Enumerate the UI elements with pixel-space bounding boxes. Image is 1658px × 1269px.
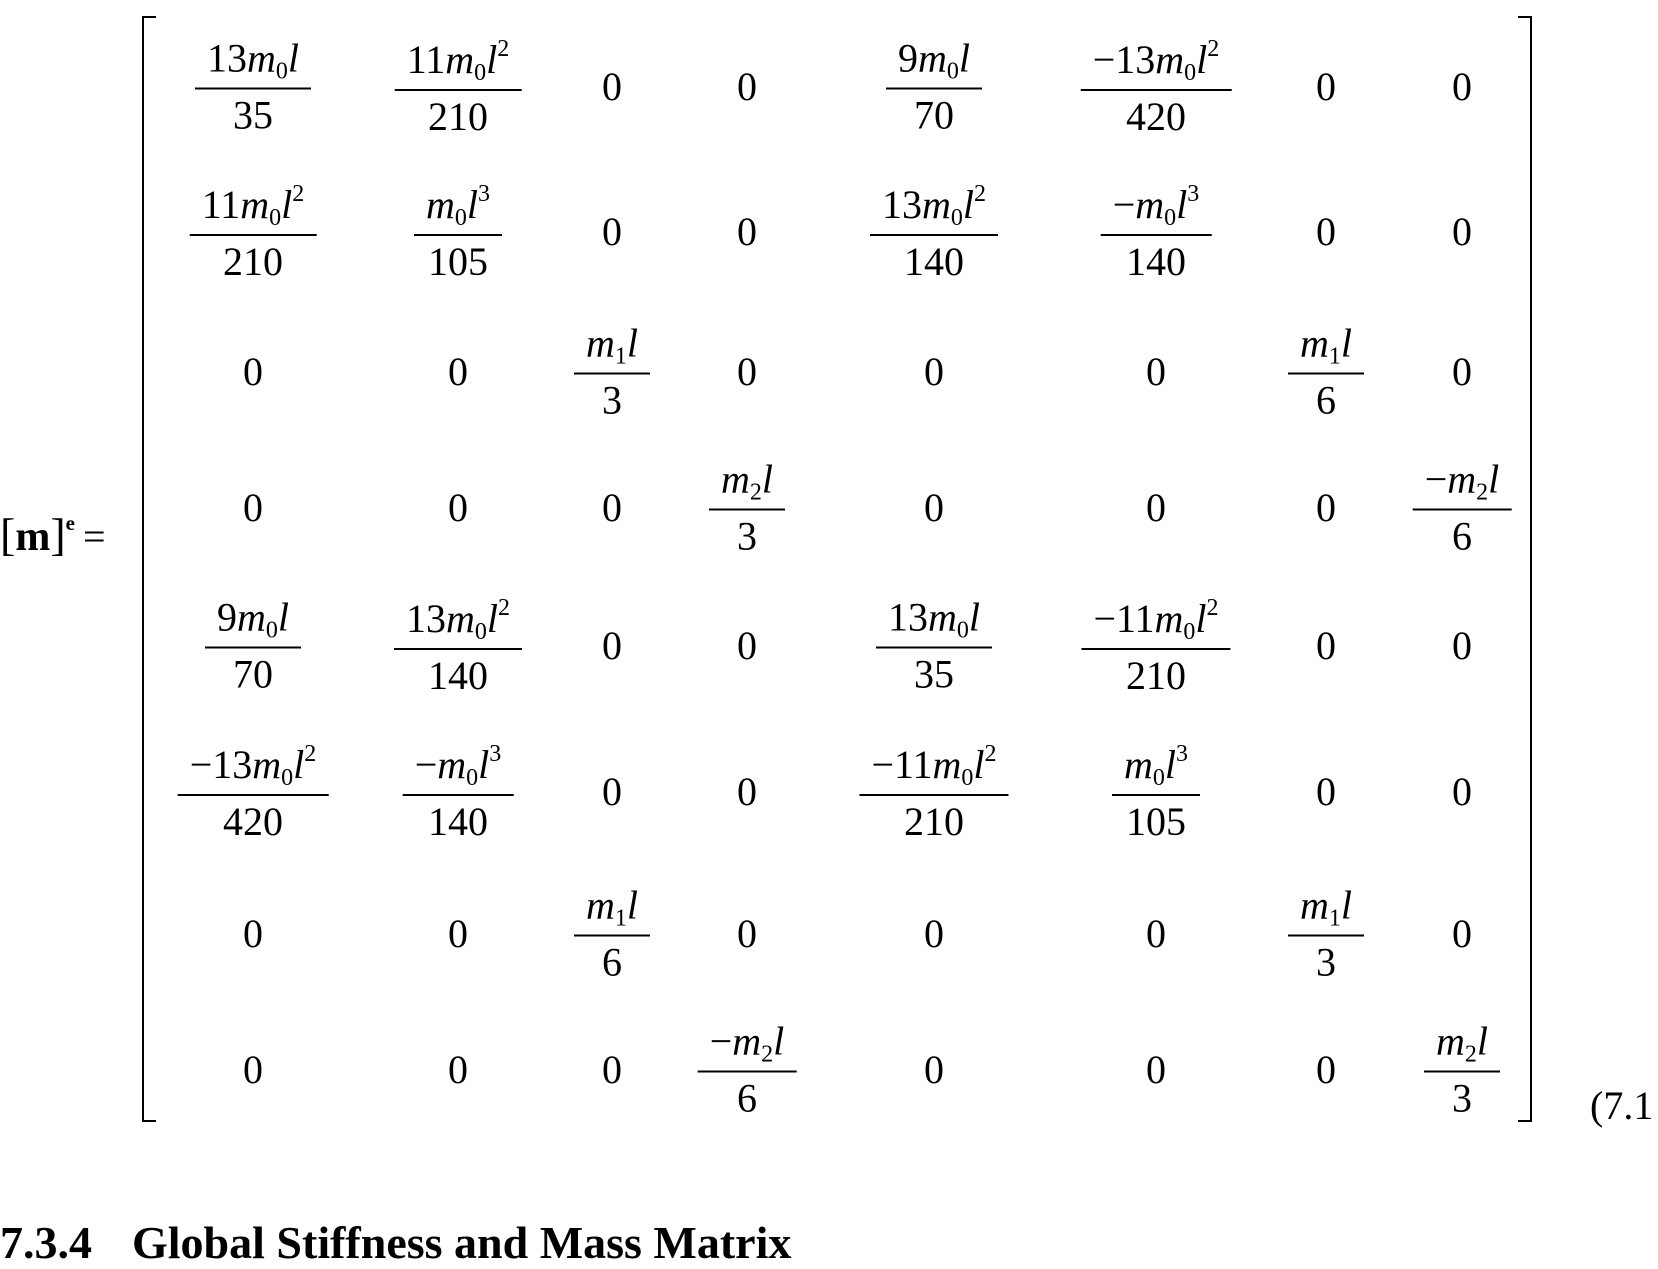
zero-value: 0 [1452,623,1472,668]
zero-value: 0 [1452,911,1472,956]
numerator-term: m [445,37,475,82]
subscript: 0 [1184,60,1197,86]
exponent: 3 [1187,181,1200,207]
matrix-entry-r6-c1 [178,742,329,842]
fraction-denominator: 140 [427,799,488,844]
numerator-term: 9 [216,594,237,640]
matrix-entry-r7-c4 [737,911,757,956]
matrix-entry-r3-c4 [737,349,757,394]
zero-value: 0 [1452,769,1472,814]
fraction-denominator: 6 [736,1075,757,1121]
numerator-term: m [1123,742,1153,787]
lhs-open-bracket: [ [0,509,16,560]
fraction [859,742,1008,842]
fraction [574,320,650,423]
matrix-entry-r3-c6 [1146,349,1166,394]
matrix-entry-r1-c6 [1081,37,1232,137]
fraction [178,742,329,842]
matrix-entry-r6-c2 [403,742,514,842]
matrix-entry-r5-c4 [737,623,757,668]
fraction-numerator [698,1018,797,1071]
numerator-term: l [968,594,981,640]
fraction-denominator: 3 [1315,939,1336,985]
fraction-denominator: 210 [904,799,964,844]
numerator-term: l [486,37,498,82]
fraction-numerator [1112,742,1200,794]
matrix-entry-r7-c5 [924,911,944,956]
matrix-entry-r6-c3 [602,769,622,814]
subscript: 1 [614,905,627,932]
exponent: 3 [478,181,491,207]
fraction-numerator [190,182,317,234]
fraction-numerator [870,182,998,234]
numerator-term: 13 [206,35,247,81]
zero-value: 0 [1316,623,1336,668]
zero-value: 0 [1452,349,1472,394]
numerator-term: m [1447,456,1477,502]
fraction-denominator: 3 [601,377,622,423]
numerator-term: l [773,1018,785,1064]
numerator-term: l [626,882,639,928]
fraction-numerator [1101,182,1212,234]
fraction-numerator [1413,456,1512,509]
fraction-denominator: 35 [232,92,273,138]
numerator-term: 11 [406,37,446,82]
numerator-term: l [1340,882,1353,928]
numerator-term: − [414,742,438,787]
zero-value: 0 [602,485,622,530]
numerator-term: l [1476,1018,1489,1064]
zero-value: 0 [448,911,468,956]
numerator-term: m [236,594,266,640]
fraction [395,37,522,137]
matrix-entry-r7-c6 [1146,911,1166,956]
fraction-numerator [859,742,1008,794]
fraction-denominator: 6 [601,939,622,985]
subscript: 0 [474,60,487,86]
subscript: 1 [614,343,627,370]
fraction [870,182,998,282]
zero-value: 0 [924,349,944,394]
fraction-numerator [1081,596,1230,648]
numerator-term: l [277,594,290,640]
section-number: 7.3.4 [0,1217,92,1268]
exponent: 2 [292,181,305,207]
matrix-entry-r7-c2 [448,911,468,956]
exponent: 2 [1207,36,1220,62]
numerator-term: l [973,742,985,787]
subscript: 0 [269,205,282,231]
fraction [1288,882,1364,985]
numerator-term: m [917,35,947,81]
matrix-entry-r1-c4 [737,64,757,109]
matrix-entry-r3-c2 [448,349,468,394]
equation-number: (7.1 [1590,1083,1654,1128]
fraction-numerator [1081,37,1232,89]
numerator-term: l [287,35,300,81]
matrix-entry-r2-c7 [1316,209,1336,254]
fraction [1101,182,1212,282]
matrix-entry-r6-c8 [1452,769,1472,814]
zero-value: 0 [1316,209,1336,254]
zero-value: 0 [243,349,263,394]
subscript: 0 [275,58,288,85]
matrix-entry-r1-c1 [195,35,311,138]
exponent: 2 [497,36,510,62]
fraction-numerator [178,742,329,794]
subscript: 0 [281,765,294,791]
fraction [709,456,785,559]
zero-value: 0 [243,1047,263,1092]
matrix-entry-r7-c1 [243,911,263,956]
numerator-term: m [1435,1018,1465,1064]
lhs-symbol: m [15,514,51,560]
fraction-numerator [414,182,502,234]
equals-sign: = [82,514,106,559]
numerator-term: m [425,182,455,227]
matrix-entry-r1-c5 [886,35,982,138]
zero-value: 0 [924,485,944,530]
subscript: 2 [1464,1041,1477,1068]
fraction-denominator: 105 [1125,799,1186,844]
exponent: 3 [1176,741,1189,767]
numerator-term: m [921,182,951,227]
subscript: 2 [749,479,762,506]
exponent: 2 [984,741,997,767]
matrix-entry-r5-c3 [602,623,622,668]
matrix-entry-r1-c2 [395,37,522,137]
exponent: 2 [498,595,511,621]
fraction-numerator [195,35,311,88]
subscript: 1 [1328,905,1341,932]
numerator-term: m [240,182,270,227]
lhs-superscript: e [65,511,75,535]
numerator-term: l [958,35,971,81]
matrix-entry-r1-c3 [602,64,622,109]
matrix-entry-r2-c1 [190,182,317,282]
zero-value: 0 [737,769,757,814]
fraction [886,35,982,138]
fraction-numerator [395,37,522,89]
subscript: 0 [1152,765,1165,791]
numerator-term: l [1488,456,1500,502]
fraction-denominator: 6 [1451,513,1472,559]
numerator-term: −13 [1092,37,1156,82]
fraction-denominator: 140 [427,653,488,698]
matrix-entry-r5-c1 [205,594,301,697]
section-title: Global Stiffness and Mass Matrix [132,1217,792,1268]
zero-value: 0 [924,1047,944,1092]
numerator-term: − [1112,182,1136,227]
fraction [195,35,311,138]
fraction [394,596,522,696]
numerator-term: m [1155,37,1185,82]
numerator-term: m [246,35,276,81]
fraction-numerator [205,594,301,647]
numerator-term: m [1154,596,1184,641]
fraction [1081,37,1232,137]
numerator-term: 11 [201,182,241,227]
fraction-numerator [574,882,650,935]
fraction-numerator [876,594,992,647]
matrix-entry-r4-c6 [1146,485,1166,530]
subscript: 0 [946,58,959,85]
zero-value: 0 [1316,769,1336,814]
zero-value: 0 [602,1047,622,1092]
numerator-term: l [1195,596,1207,641]
matrix-entry-r8-c7 [1316,1047,1336,1092]
fraction [574,882,650,985]
subscript: 2 [1476,479,1489,506]
fraction [1424,1018,1500,1121]
fraction-denominator: 70 [913,92,954,138]
matrix-entry-r2-c3 [602,209,622,254]
fraction-denominator: 3 [1451,1075,1472,1121]
fraction-denominator: 210 [223,239,283,284]
section-heading [0,1216,791,1269]
subscript: 0 [454,205,467,231]
zero-value: 0 [243,485,263,530]
subscript: 0 [474,619,487,645]
numerator-term: m [252,742,282,787]
numerator-term: l [626,320,639,366]
subscript: 0 [956,617,969,644]
numerator-term: l [1176,182,1188,227]
matrix-entry-r6-c4 [737,769,757,814]
matrix-entry-r4-c8 [1413,456,1512,559]
fraction-numerator [1424,1018,1500,1071]
matrix-entry-r3-c8 [1452,349,1472,394]
fraction-numerator [709,456,785,509]
fraction-denominator: 3 [736,513,757,559]
matrix-entry-r5-c8 [1452,623,1472,668]
fraction-numerator [1288,882,1364,935]
lhs-close-bracket: ] [50,509,66,560]
matrix-entry-r7-c3 [574,882,650,985]
fraction-denominator: 420 [1125,94,1186,139]
fraction-denominator: 105 [427,239,488,284]
fraction [1081,596,1230,696]
matrix-entry-r6-c6 [1112,742,1200,842]
subscript: 0 [1183,619,1196,645]
fraction [1413,456,1512,559]
matrix-entry-r2-c6 [1101,182,1212,282]
numerator-term: m [1299,320,1329,366]
matrix-entry-r5-c2 [394,596,522,696]
fraction [190,182,317,282]
zero-value: 0 [602,209,622,254]
fraction [698,1018,797,1121]
zero-value: 0 [1146,349,1166,394]
zero-value: 0 [448,1047,468,1092]
numerator-term: m [445,596,475,641]
fraction [1288,320,1364,423]
zero-value: 0 [1452,209,1472,254]
numerator-term: 13 [881,182,922,227]
zero-value: 0 [1146,1047,1166,1092]
matrix-entry-r5-c5 [876,594,992,697]
subscript: 0 [466,765,479,791]
fraction-denominator: 70 [232,651,273,697]
subscript: 2 [761,1041,774,1068]
numerator-term: −11 [1093,596,1155,641]
numerator-term: l [478,742,490,787]
matrix-entry-r8-c6 [1146,1047,1166,1092]
numerator-term: l [1164,742,1177,787]
numerator-term: l [466,182,479,227]
matrix-entry-r8-c2 [448,1047,468,1092]
matrix-entry-r8-c1 [243,1047,263,1092]
matrix-entry-r1-c8 [1452,64,1472,109]
numerator-term: m [927,594,957,640]
numerator-term: l [962,182,975,227]
numerator-term: l [293,742,305,787]
fraction-denominator: 35 [913,651,954,697]
numerator-term: − [1424,456,1448,502]
matrix-entry-r7-c7 [1288,882,1364,985]
matrix-entry-r2-c8 [1452,209,1472,254]
matrix-entry-r5-c6 [1081,596,1230,696]
matrix-entry-r3-c1 [243,349,263,394]
numerator-term: m [1135,182,1165,227]
fraction [205,594,301,697]
zero-value: 0 [448,485,468,530]
zero-value: 0 [737,209,757,254]
fraction-denominator: 210 [1126,653,1186,698]
zero-value: 0 [1316,1047,1336,1092]
zero-value: 0 [602,64,622,109]
matrix-entry-r4-c5 [924,485,944,530]
matrix-entry-r7-c8 [1452,911,1472,956]
numerator-term: l [761,456,774,502]
numerator-term: m [732,1018,762,1064]
zero-value: 0 [602,769,622,814]
fraction [403,742,514,842]
zero-value: 0 [1452,64,1472,109]
zero-value: 0 [1146,911,1166,956]
fraction-denominator: 420 [222,799,283,844]
matrix-entry-r3-c7 [1288,320,1364,423]
zero-value: 0 [1146,485,1166,530]
zero-value: 0 [737,64,757,109]
subscript: 0 [950,205,963,231]
matrix-entry-r6-c7 [1316,769,1336,814]
matrix-entry-r5-c7 [1316,623,1336,668]
matrix-entry-r2-c4 [737,209,757,254]
exponent: 2 [304,741,317,767]
zero-value: 0 [1316,64,1336,109]
matrix-entry-r4-c7 [1316,485,1336,530]
matrix-entry-r8-c5 [924,1047,944,1092]
fraction-numerator [1288,320,1364,373]
matrix-entry-r8-c8 [1424,1018,1500,1121]
fraction-numerator [403,742,514,794]
zero-value: 0 [737,623,757,668]
matrix-entry-r2-c2 [414,182,502,282]
numerator-term: m [1299,882,1329,928]
fraction-denominator: 140 [1125,239,1186,284]
zero-value: 0 [243,911,263,956]
subscript: 0 [961,765,974,791]
fraction-denominator: 140 [903,239,964,284]
zero-value: 0 [924,911,944,956]
subscript: 0 [265,617,278,644]
zero-value: 0 [737,911,757,956]
subscript: 1 [1328,343,1341,370]
subscript: 0 [1164,205,1177,231]
numerator-term: l [1340,320,1353,366]
numerator-term: l [1196,37,1208,82]
zero-value: 0 [737,349,757,394]
fraction-denominator: 6 [1315,377,1336,423]
fraction [876,594,992,697]
matrix-entry-r6-c5 [859,742,1008,842]
numerator-term: l [281,182,293,227]
exponent: 2 [1206,595,1219,621]
exponent: 2 [974,181,987,207]
numerator-term: m [932,742,962,787]
fraction [1112,742,1200,842]
matrix-entry-r4-c4 [709,456,785,559]
numerator-term: 9 [897,35,918,81]
numerator-term: −13 [189,742,253,787]
fraction-numerator [394,596,522,648]
matrix-entry-r4-c3 [602,485,622,530]
matrix-entry-r8-c4 [698,1018,797,1121]
zero-value: 0 [602,623,622,668]
matrix-entry-r2-c5 [870,182,998,282]
numerator-term: m [720,456,750,502]
numerator-term: m [437,742,467,787]
numerator-term: 13 [887,594,928,640]
zero-value: 0 [1316,485,1336,530]
fraction-numerator [886,35,982,88]
numerator-term: l [486,596,499,641]
fraction [414,182,502,282]
matrix-entry-r4-c2 [448,485,468,530]
numerator-term: − [709,1018,733,1064]
numerator-term: 13 [405,596,446,641]
exponent: 3 [489,741,502,767]
numerator-term: m [585,882,615,928]
numerator-term: −11 [871,742,933,787]
matrix-entry-r4-c1 [243,485,263,530]
matrix-entry-r3-c5 [924,349,944,394]
matrix-entry-r8-c3 [602,1047,622,1092]
matrix-entry-r1-c7 [1316,64,1336,109]
zero-value: 0 [448,349,468,394]
matrix-entry-r3-c3 [574,320,650,423]
fraction-denominator: 210 [428,94,488,139]
fraction-numerator [574,320,650,373]
numerator-term: m [585,320,615,366]
